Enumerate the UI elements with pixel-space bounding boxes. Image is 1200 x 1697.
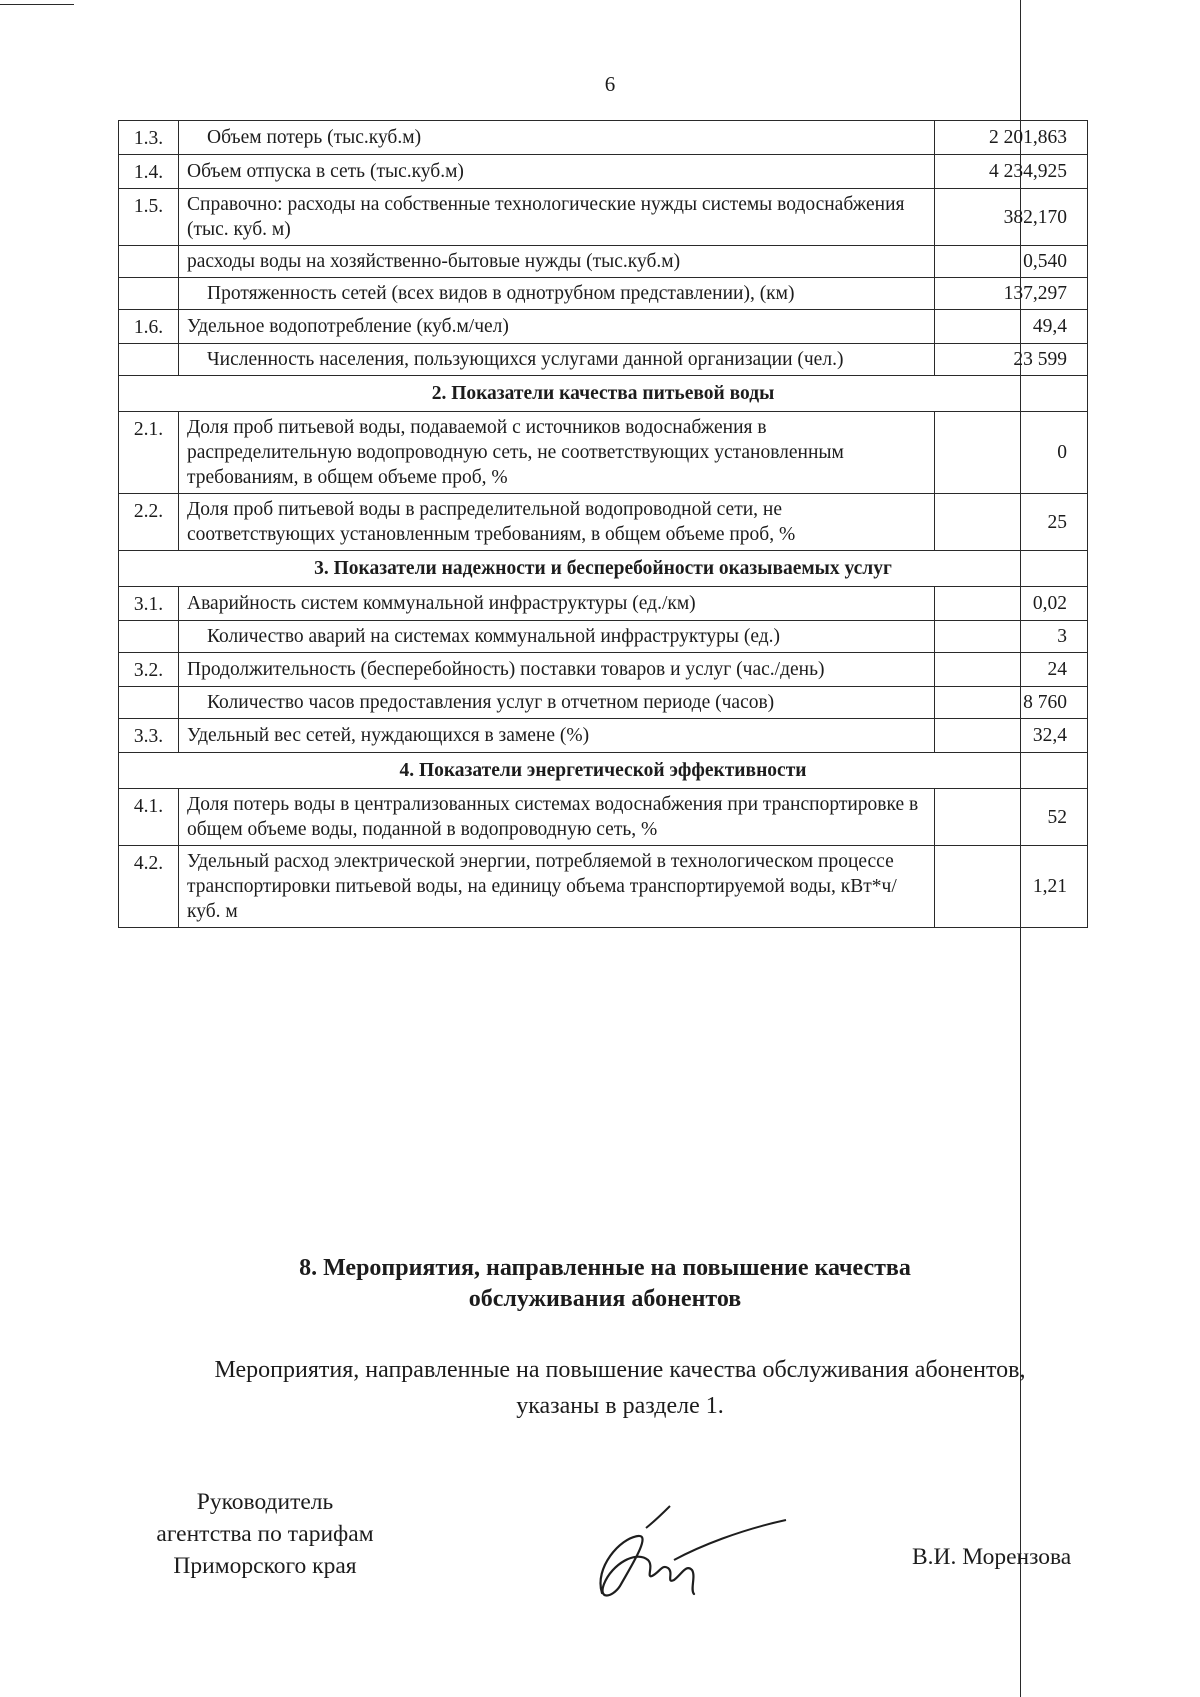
indicator-name-cell [179,189,935,246]
indicator-name: Количество часов предоставления услуг в отчетном периоде (часов) [207,692,775,713]
row-number: 3.2. [119,653,179,687]
indicator-name: Количество аварий на системах коммунальной инфраструктуры (ед.) [207,626,781,647]
row-number: 4.1. [119,789,179,846]
section-8-title [200,1253,1010,1315]
row-number [119,344,179,376]
indicator-value: 0,02 [935,587,1088,621]
row-number: 1.4. [119,155,179,189]
indicator-name: Объем отпуска в сеть (тыс.куб.м) [187,161,464,182]
indicator-name-cell [179,687,935,719]
row-number: 1.5. [119,189,179,246]
indicator-name-cell [179,344,935,376]
section-header: 2. Показатели качества питьевой воды [119,376,1088,412]
table-row [119,719,1088,753]
indicator-name-cell [179,653,935,687]
indicator-value: 52 [935,789,1088,846]
indicator-name-cell [179,155,935,189]
indicator-name-cell [179,121,935,155]
signer-position [120,1486,410,1582]
indicator-name: Доля потерь воды в централизованных системах водоснабжения при транспортировке в общем объеме воды, поданной в водопроводную сеть, % [187,794,919,840]
scan-edge-mark [0,4,74,5]
table-row [119,121,1088,155]
row-number: 4.2. [119,846,179,928]
indicator-value: 32,4 [935,719,1088,753]
table-row [119,278,1088,310]
table-row [119,412,1088,494]
indicator-name: Справочно: расходы на собственные технологические нужды системы водоснабжения (тыс. куб. м) [187,194,905,240]
handwritten-signature [590,1498,790,1608]
table-row [119,789,1088,846]
indicator-value: 0,540 [935,246,1088,278]
indicator-name-cell [179,412,935,494]
indicator-name: Доля проб питьевой воды, подаваемой с источников водоснабжения в распределительную водопроводную сеть, не соответствующих установленным требованиям, в общем объеме проб, % [187,417,844,488]
indicator-value: 24 [935,653,1088,687]
row-number: 2.1. [119,412,179,494]
indicator-name-cell [179,278,935,310]
signer-name: В.И. Морензова [912,1544,1072,1570]
section-header: 4. Показатели энергетической эффективности [119,753,1088,789]
row-number [119,621,179,653]
indicator-name: Удельный вес сетей, нуждающихся в замене (%) [187,725,590,746]
section-8-text [120,1352,1120,1424]
indicator-value: 25 [935,494,1088,551]
indicator-name-cell [179,587,935,621]
section-header: 3. Показатели надежности и бесперебойности оказываемых услуг [119,551,1088,587]
indicator-name: Протяженность сетей (всех видов в однотрубном представлении), (км) [207,283,795,304]
table-row [119,687,1088,719]
indicator-value: 3 [935,621,1088,653]
indicator-name-cell [179,310,935,344]
indicator-name-cell [179,494,935,551]
indicator-value: 382,170 [935,189,1088,246]
row-number [119,687,179,719]
indicator-value: 2 201,863 [935,121,1088,155]
indicator-name-cell [179,789,935,846]
section-8-title-line-1: 8. Мероприятия, направленные на повышение качества [299,1255,911,1281]
section-row [119,376,1088,412]
indicator-name: Аварийность систем коммунальной инфраструктуры (ед./км) [187,593,696,614]
indicator-value: 1,21 [935,846,1088,928]
indicator-value: 49,4 [935,310,1088,344]
signer-position-line-3: Приморского края [173,1553,357,1579]
indicators-table [118,120,1088,928]
indicators-table-body [119,121,1088,928]
table-row [119,310,1088,344]
row-number: 2.2. [119,494,179,551]
table-row [119,189,1088,246]
table-row [119,846,1088,928]
table-row [119,587,1088,621]
indicator-name-cell [179,621,935,653]
table-row [119,344,1088,376]
indicator-value: 137,297 [935,278,1088,310]
row-number [119,278,179,310]
indicator-name: Доля проб питьевой воды в распределительной водопроводной сети, не соответствующих установленным требованиям, в общем объеме проб, % [187,499,796,545]
indicator-name: Удельное водопотребление (куб.м/чел) [187,316,509,337]
row-number: 1.6. [119,310,179,344]
section-8-title-line-2: обслуживания абонентов [468,1286,742,1312]
table-row [119,155,1088,189]
row-number [119,246,179,278]
row-number: 1.3. [119,121,179,155]
section-8-text-line-1: Мероприятия, направленные на повышение качества обслуживания абонентов, [214,1357,1026,1383]
signer-position-line-1: Руководитель [196,1489,334,1515]
table-row [119,621,1088,653]
indicator-name-cell [179,719,935,753]
indicator-name: Объем потерь (тыс.куб.м) [207,127,422,148]
indicator-value: 8 760 [935,687,1088,719]
indicator-value: 0 [935,412,1088,494]
table-row [119,653,1088,687]
indicator-name: расходы воды на хозяйственно-бытовые нужды (тыс.куб.м) [187,251,681,272]
section-8-text-line-2: указаны в разделе 1. [516,1393,724,1419]
indicator-name: Продолжительность (бесперебойность) поставки товаров и услуг (час./день) [187,659,825,680]
indicator-value: 23 599 [935,344,1088,376]
section-row [119,551,1088,587]
page-number: 6 [604,72,616,96]
row-number: 3.3. [119,719,179,753]
table-row [119,494,1088,551]
indicator-name: Численность населения, пользующихся услугами данной организации (чел.) [207,349,844,370]
row-number: 3.1. [119,587,179,621]
indicator-value: 4 234,925 [935,155,1088,189]
indicator-name: Удельный расход электрической энергии, потребляемой в технологическом процессе транспортировки питьевой воды, на единицу объема транспортируемой воды, кВт*ч/куб. м [187,851,897,922]
indicator-name-cell [179,846,935,928]
table-row [119,246,1088,278]
section-row [119,753,1088,789]
signer-position-line-2: агентства по тарифам [156,1521,374,1547]
indicator-name-cell [179,246,935,278]
